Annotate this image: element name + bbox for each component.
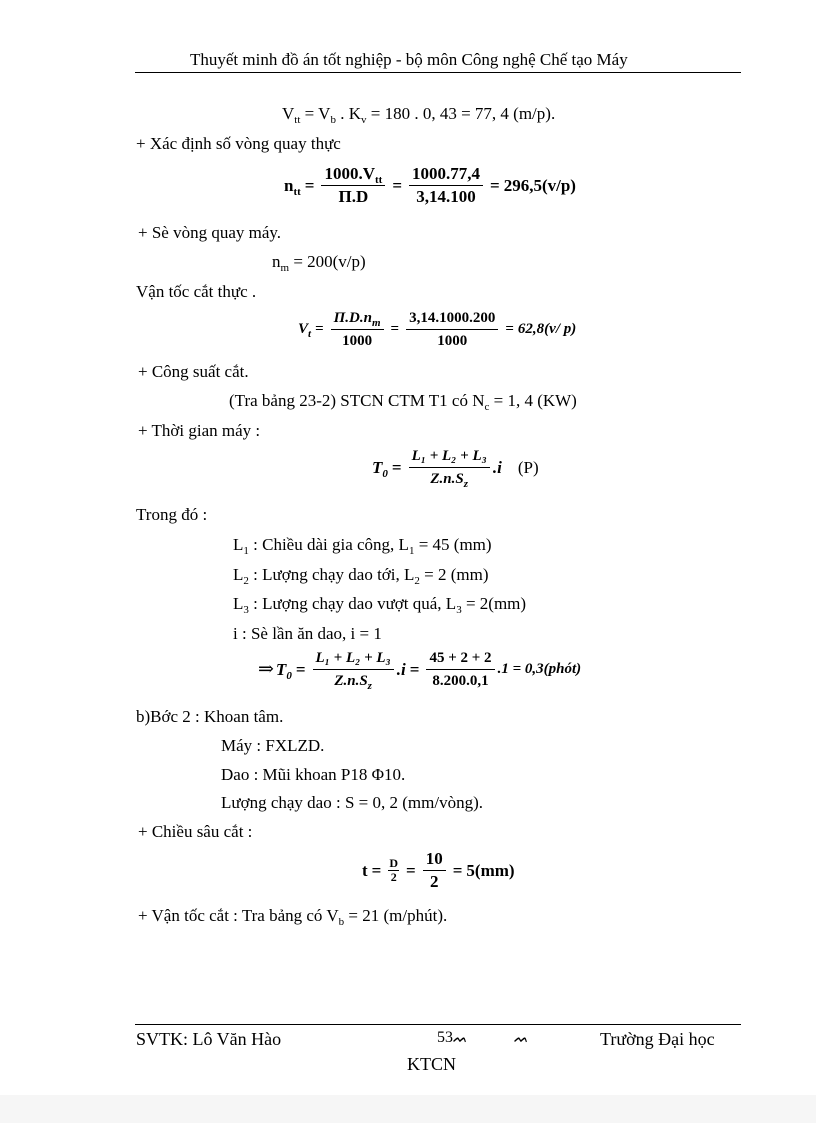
dao-line: Dao : Mũi khoan P18 Φ10. — [221, 765, 406, 784]
xac-dinh-heading: + Xác định số vòng quay thực — [136, 134, 341, 153]
equation-ntt: $n_{tt}$ = $\frac{1000.V_{tt}}{\Pi.D}$ = $\frac{1000.77,4}{3,14.100}$ = 296,5(v/p) — [284, 164, 576, 206]
footer-school-line2: KTCN — [407, 1054, 456, 1074]
cong-suat-heading: + Công suất cắt. — [138, 362, 249, 381]
l3-line: $L_3$ : Lượng chạy dao vượt quá, $L_3 = 2(mm)$ — [233, 594, 527, 616]
trong-do-heading: Trong đó : — [136, 505, 208, 524]
ornament-right-icon: ᨓ — [514, 1031, 529, 1045]
luong-chay-line: Lượng chạy dao : S = 0, 2 (mm/vòng). — [221, 793, 483, 812]
thoi-gian-heading: + Thời gian máy : — [138, 421, 261, 440]
tra-bang-line: (Tra bảng 23-2) STCN CTM T1 có $N_c = 1$, 4 (KW) — [229, 391, 577, 413]
equation-t: t = $\frac{D}{2}$ = $\frac{10}{2}$ = 5(mm) — [362, 849, 515, 891]
header-rule — [135, 72, 741, 73]
i-line: i : Sè lần ăn dao, i = 1 — [233, 624, 382, 643]
buoc-2-heading: b)Bớc 2 : Khoan tâm. — [136, 707, 284, 726]
l1-line: $L_1$ : Chiều dài gia công, $L_1 = 45$ (mm) — [233, 535, 492, 557]
van-toc-cat-line: + Vận tốc cắt : Tra bảng có $V_b = 21$ (m/phút). — [138, 906, 448, 928]
vtt-line: $V_{tt} = V_b$ . $K_v = 180$ . 0, 43 = 77, 4 (m/p). — [282, 104, 556, 126]
footer-school: Trường Đại học — [600, 1029, 715, 1049]
equation-t0-calc: ⇒ $T_0$ = $\frac{\text{L₁ + L₂ + L₃}}{Z.n.S_z}$ .i = $\frac{45 + 2 + 2}{8.200.0,1}$ .1 = 0,3(phót) — [258, 650, 582, 692]
van-toc-heading: Vận tốc cắt thực . — [136, 282, 257, 301]
footer-rule — [135, 1024, 741, 1025]
chieu-sau-heading: + Chiều sâu cắt : — [138, 822, 253, 841]
footer-page-number: 53ᨓ — [437, 1029, 468, 1046]
ornament-left-icon: ᨓ — [453, 1031, 468, 1045]
equation-t0: $T_0$ = $\frac{\text{L₁ + L₂ + L₃}}{Z.n.S_z}$ .i (P) — [372, 448, 539, 490]
page-bottom-strip — [0, 1095, 816, 1123]
se-vong-heading: + Sè vòng quay máy. — [138, 223, 282, 242]
l2-line: $L_2$ : Lượng chạy dao tới, $L_2 = 2$ (mm) — [233, 565, 489, 587]
page-header: Thuyết minh đồ án tốt nghiệp - bộ môn Công nghệ Chế tạo Máy — [190, 50, 628, 69]
equation-vt: $V_t$ = $\frac{\Pi.D.n_m}{1000}$ = $\frac{3,14.1000.200}{1000}$ = 62,8(v/ p) — [298, 310, 577, 349]
footer-author: SVTK: Lô Văn Hào — [136, 1029, 282, 1049]
nm-line: $n_m = 200(v/p)$ — [272, 252, 366, 274]
may-line: Máy : FXLZD. — [221, 736, 325, 755]
